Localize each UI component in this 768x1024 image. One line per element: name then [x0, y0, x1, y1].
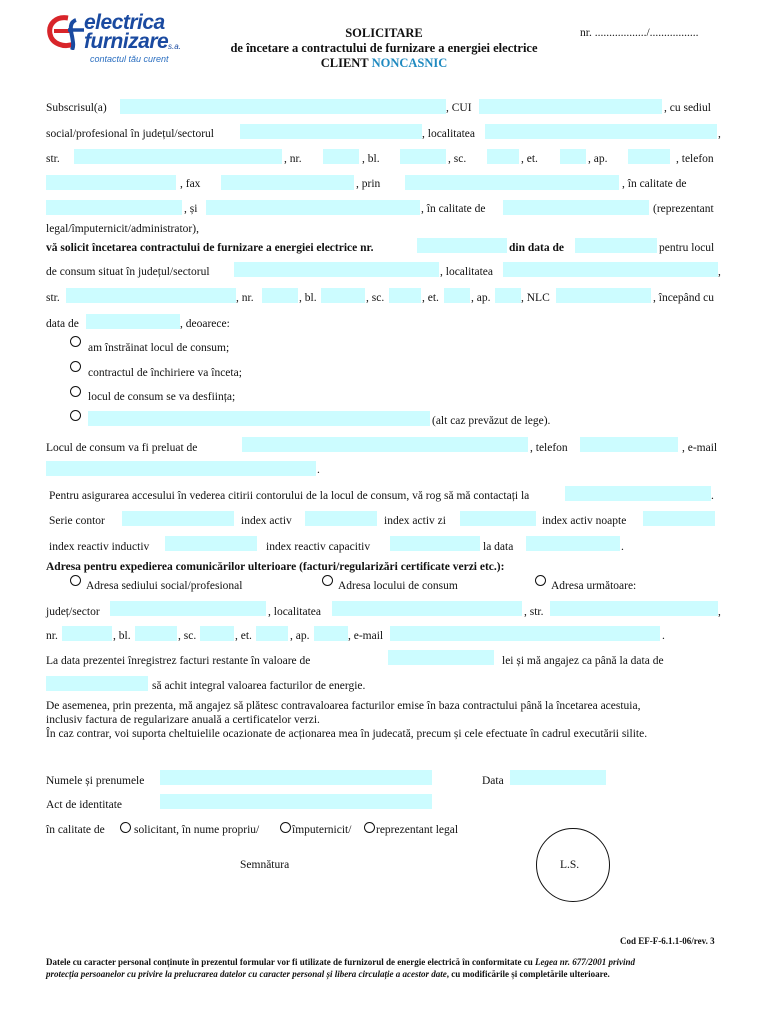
label-sc-2: , sc.	[366, 292, 385, 304]
label-telefon: , telefon	[676, 153, 714, 165]
label-str: str.	[46, 153, 60, 165]
fax-field[interactable]	[221, 175, 354, 190]
label-str-3: , str.	[524, 606, 544, 618]
reason-radio-3[interactable]	[70, 386, 81, 397]
label-serie-contor: Serie contor	[49, 515, 105, 527]
reason-label-4: (alt caz prevăzut de lege).	[432, 415, 551, 427]
nlc-field[interactable]	[556, 288, 651, 303]
mail-locality-field[interactable]	[332, 601, 522, 616]
label-ap: , ap.	[588, 153, 608, 165]
label-bl: , bl.	[362, 153, 380, 165]
second-person-field[interactable]	[206, 200, 420, 215]
index-date-field[interactable]	[526, 536, 620, 551]
label-et: , et.	[521, 153, 538, 165]
label-nlc: , NLC	[521, 292, 550, 304]
label-bl-3: , bl.	[113, 630, 131, 642]
termination-date-field[interactable]	[86, 314, 180, 329]
second-capacity-field[interactable]	[503, 200, 649, 215]
label-in-calitate-de: în calitate de	[46, 824, 105, 836]
role-label-reprezentant: reprezentant legal	[376, 824, 459, 836]
dot-3: .	[621, 541, 624, 553]
label-localitatea-2: , localitatea	[440, 266, 493, 278]
paragraph-line-1: De asemenea, prin prezenta, mă angajez să plătesc contravaloarea facturilor emise în baza contractului până la încetarea acestuia,	[46, 700, 641, 712]
block-field[interactable]	[400, 149, 446, 164]
dot: .	[317, 464, 320, 476]
consumption-block-field[interactable]	[321, 288, 365, 303]
label-sc: , sc.	[448, 153, 467, 165]
label-fax: , fax	[180, 178, 201, 190]
index-active-night-field[interactable]	[643, 511, 715, 526]
label-data-de: data de	[46, 318, 79, 330]
mail-email-field[interactable]	[390, 626, 660, 641]
label-ls: L.S.	[560, 859, 580, 871]
label-localitatea-3: , localitatea	[268, 606, 321, 618]
label-str-2: str.	[46, 292, 60, 304]
label-nr-2: , nr.	[236, 292, 254, 304]
label-et-3: , et.	[235, 630, 252, 642]
capacity-field[interactable]	[46, 200, 182, 215]
label-va-solicit: vă solicit încetarea contractului de furnizare a energiei electrice nr.	[46, 242, 374, 254]
label-adresa-expediere: Adresa pentru expedierea comunicărilor ulterioare (facturi/regularizări certificate verzi etc.):	[46, 561, 505, 573]
address-label-2: Adresa locului de consum	[338, 580, 458, 592]
phone-field[interactable]	[46, 175, 176, 190]
logo-text-furnizare: furnizare	[84, 30, 169, 53]
mail-floor-field[interactable]	[256, 626, 288, 641]
label-pentru-locul: pentru locul	[659, 242, 715, 254]
address-label-1: Adresa sediului social/profesional	[86, 580, 243, 592]
label-ap-3: , ap.	[290, 630, 310, 642]
address-label-3: Adresa următoare:	[551, 580, 637, 592]
mail-county-field[interactable]	[110, 601, 266, 616]
date-field[interactable]	[510, 770, 606, 785]
comma-3: ,	[718, 606, 721, 618]
label-de-consum: de consum situat în județul/sectorul	[46, 266, 210, 278]
full-name-field[interactable]	[160, 770, 432, 785]
label-et-2: , et.	[422, 292, 439, 304]
label-data: Data	[482, 775, 504, 787]
label-nume: Numele și prenumele	[46, 775, 145, 787]
paragraph-line-3: În caz contrar, voi suporta cheltuielile ocazionate de acționarea mea în judecată, precum și cele efectuate în cadrul executării silite.	[46, 728, 648, 740]
taken-over-phone-field[interactable]	[580, 437, 678, 452]
label-sa-achit: să achit integral valoarea facturilor de energie.	[152, 680, 366, 692]
floor-field[interactable]	[560, 149, 586, 164]
consumption-street-field[interactable]	[66, 288, 236, 303]
role-radio-imputernicit[interactable]	[280, 822, 291, 833]
label-social: social/profesional în județul/sectorul	[46, 128, 214, 140]
address-radio-1[interactable]	[70, 575, 81, 586]
label-semnatura: Semnătura	[240, 859, 290, 871]
other-reason-field[interactable]	[88, 411, 430, 426]
contract-date-field[interactable]	[575, 238, 657, 253]
label-localitatea: , localitatea	[422, 128, 475, 140]
staircase-field[interactable]	[487, 149, 519, 164]
label-nr-3: nr.	[46, 630, 58, 642]
mail-street-field[interactable]	[550, 601, 718, 616]
document-number: nr. ................../.................	[580, 27, 699, 39]
comma-2: ,	[718, 266, 721, 278]
label-reprezentant: (reprezentant	[653, 203, 714, 215]
number-field[interactable]	[323, 149, 359, 164]
role-label-imputernicit: împuternicit/	[292, 824, 352, 836]
meter-serial-field[interactable]	[122, 511, 234, 526]
reason-label-1: am înstrăinat locul de consum;	[88, 342, 230, 354]
reason-label-2: contractul de închiriere va înceta;	[88, 367, 242, 379]
label-email-2: , e-mail	[348, 630, 384, 642]
mail-staircase-field[interactable]	[200, 626, 234, 641]
label-index-reactiv-inductiv: index reactiv inductiv	[49, 541, 150, 553]
subscriber-name-field[interactable]	[120, 99, 446, 114]
consumption-apartment-field[interactable]	[495, 288, 521, 303]
label-preluat: Locul de consum va fi preluat de	[46, 442, 198, 454]
footer-line-2: protecția persoanelor cu privire la prelucrarea datelor cu caracter personal și libera circulație a acestor date, cu modificările și completările ulterioare.	[46, 969, 610, 979]
mail-block-field[interactable]	[135, 626, 177, 641]
comma: ,	[718, 128, 721, 140]
consumption-locality-field[interactable]	[503, 262, 718, 277]
outstanding-amount-field[interactable]	[388, 650, 494, 665]
address-radio-2[interactable]	[322, 575, 333, 586]
index-active-field[interactable]	[305, 511, 377, 526]
label-pentru-asigurarea: Pentru asigurarea accesului în vederea citirii contorului de la locul de consum, vă rog să mă contactați la	[49, 490, 530, 502]
paragraph-line-2: inclusiv factura de regularizare anuală a certificatelor verzi.	[46, 714, 320, 726]
taken-over-email-field[interactable]	[46, 461, 316, 476]
index-reactive-capacitive-field[interactable]	[390, 536, 480, 551]
label-in-calitate: , în calitate de	[622, 178, 687, 190]
reason-radio-1[interactable]	[70, 336, 81, 347]
taken-over-by-field[interactable]	[242, 437, 528, 452]
consumption-staircase-field[interactable]	[389, 288, 421, 303]
label-index-activ-noapte: index activ noapte	[542, 515, 627, 527]
label-la-data: la data	[483, 541, 514, 553]
form-title: SOLICITARE	[345, 26, 423, 40]
logo-tagline: contactul tău curent	[90, 54, 169, 64]
label-din-data: din data de	[509, 242, 564, 254]
label-si: , și	[184, 203, 198, 215]
cui-field[interactable]	[479, 99, 662, 114]
footer-line-1: Datele cu caracter personal conținute în prezentul formular vor fi utilizate de furnizorul de energie electrică în conformitate cu Legea nr. 677/2001 privind	[46, 957, 635, 967]
through-field[interactable]	[405, 175, 619, 190]
logo-sa: s.a.	[168, 42, 181, 51]
label-email: , e-mail	[682, 442, 718, 454]
form-subtitle: de încetare a contractului de furnizare a energiei electrice	[230, 41, 538, 55]
reason-radio-2[interactable]	[70, 361, 81, 372]
label-index-reactiv-capacitiv: index reactiv capacitiv	[266, 541, 371, 553]
id-document-field[interactable]	[160, 794, 432, 809]
dot-4: .	[662, 630, 665, 642]
index-reactive-inductive-field[interactable]	[165, 536, 257, 551]
address-radio-3[interactable]	[535, 575, 546, 586]
label-bl-2: , bl.	[299, 292, 317, 304]
label-prin: , prin	[356, 178, 381, 190]
label-act: Act de identitate	[46, 799, 122, 811]
label-incepand: , începând cu	[653, 292, 714, 304]
county-field[interactable]	[240, 124, 422, 139]
label-index-activ: index activ	[241, 515, 292, 527]
label-legal-imp: legal/împuternicit/administrator),	[46, 223, 199, 235]
apartment-field[interactable]	[628, 149, 670, 164]
label-cu-sediul: , cu sediul	[664, 102, 711, 114]
consumption-number-field[interactable]	[262, 288, 298, 303]
label-sc-3: , sc.	[178, 630, 197, 642]
document-code: Cod EF-F-6.1.1-06/rev. 3	[620, 936, 715, 946]
consumption-county-field[interactable]	[234, 262, 439, 277]
mail-apartment-field[interactable]	[314, 626, 348, 641]
dot-2: .	[711, 490, 714, 502]
label-nr: , nr.	[284, 153, 302, 165]
label-ap-2: , ap.	[471, 292, 491, 304]
index-active-day-field[interactable]	[460, 511, 536, 526]
mail-number-field[interactable]	[62, 626, 112, 641]
label-subscrisul: Subscrisul(a)	[46, 102, 107, 114]
label-in-calitate-2: , în calitate de	[421, 203, 486, 215]
contract-number-field[interactable]	[417, 238, 507, 253]
payment-date-field[interactable]	[46, 676, 148, 691]
consumption-floor-field[interactable]	[444, 288, 470, 303]
label-telefon-2: , telefon	[530, 442, 568, 454]
label-deoarece: , deoarece:	[180, 318, 230, 330]
role-label-solicitant: solicitant, în nume propriu/	[134, 824, 260, 836]
logo-text-electrica: electrica	[84, 11, 165, 34]
role-radio-reprezentant[interactable]	[364, 822, 375, 833]
label-lei: lei și mă angajez ca până la data de	[502, 655, 664, 667]
reason-label-3: locul de consum se va desființa;	[88, 391, 236, 403]
label-la-data-prezentei: La data prezentei înregistrez facturi restante în valoare de	[46, 655, 311, 667]
locality-field[interactable]	[485, 124, 717, 139]
reason-radio-4[interactable]	[70, 410, 81, 421]
client-type: CLIENT NONCASNIC	[320, 56, 448, 70]
label-index-activ-zi: index activ zi	[384, 515, 446, 527]
label-cui: , CUI	[446, 102, 472, 114]
contact-field[interactable]	[565, 486, 711, 501]
street-field[interactable]	[74, 149, 282, 164]
role-radio-solicitant[interactable]	[120, 822, 131, 833]
label-judet-sector: județ/sector	[46, 606, 100, 618]
